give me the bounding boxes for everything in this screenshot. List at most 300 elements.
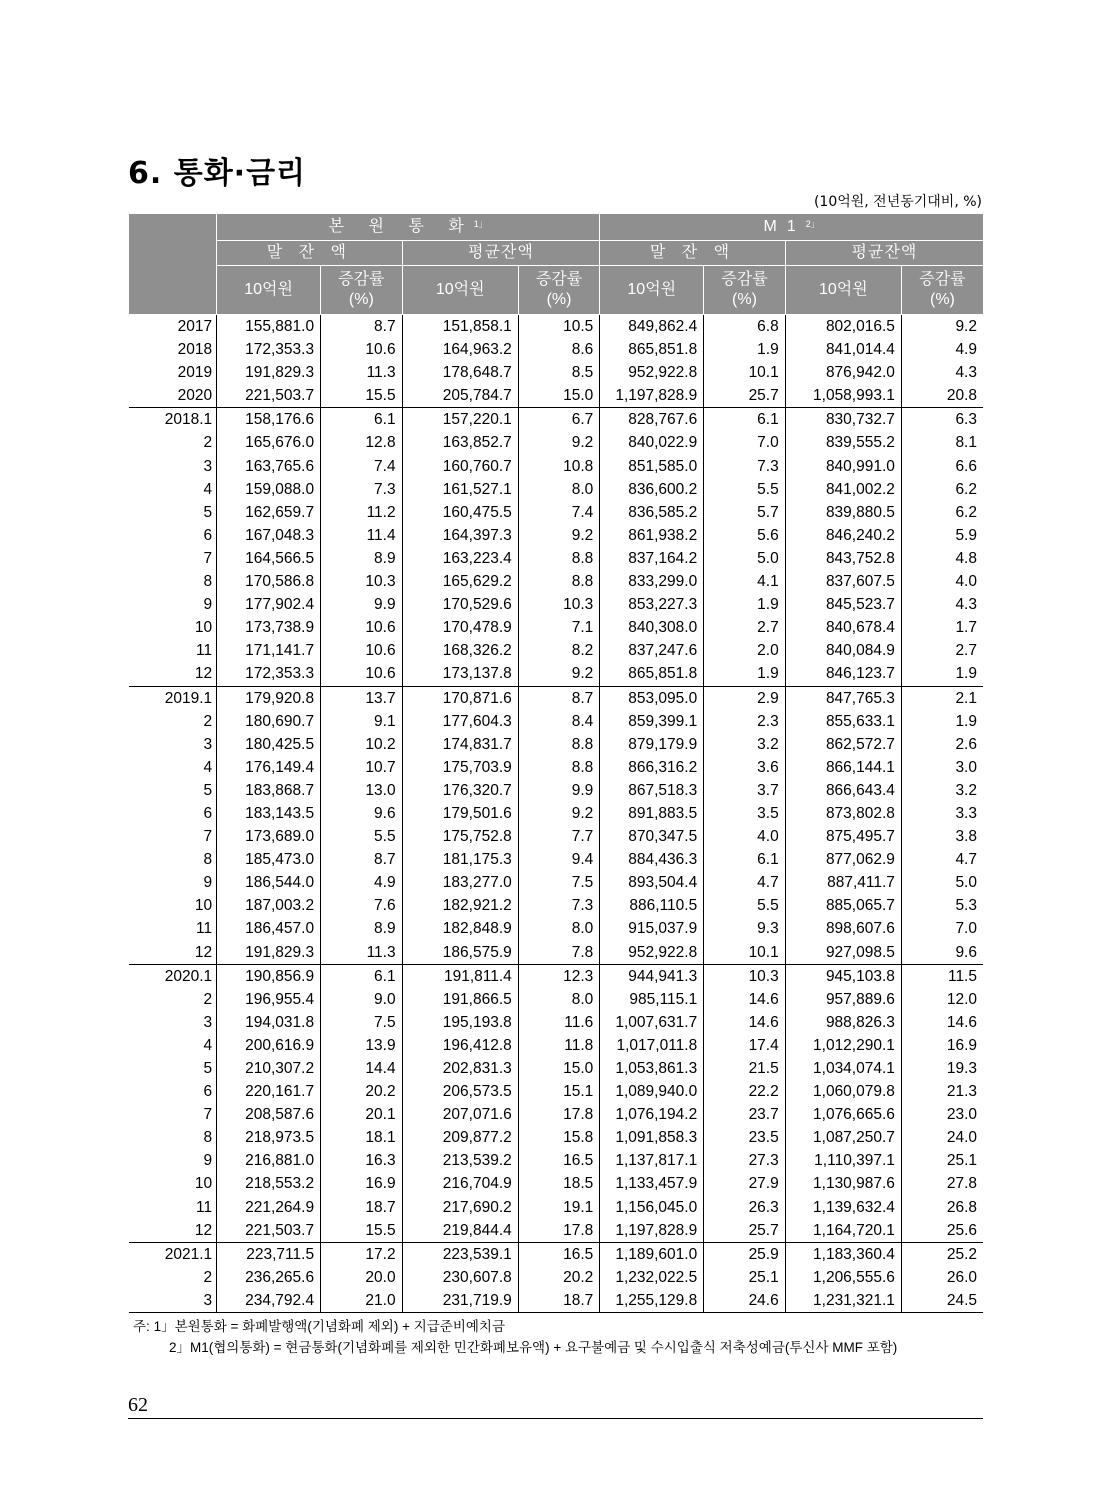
value-cell: 10.1	[704, 361, 786, 384]
value-cell: 7.0	[704, 431, 786, 454]
value-cell: 887,411.7	[785, 871, 901, 894]
value-cell: 839,880.5	[785, 501, 901, 524]
table-row	[129, 1080, 983, 1103]
value-cell: 8.7	[321, 848, 403, 871]
value-cell: 25.9	[704, 1242, 786, 1266]
value-cell: 6.6	[901, 455, 983, 478]
table-row	[129, 570, 983, 593]
value-cell: 25.1	[704, 1266, 786, 1289]
value-cell: 20.1	[321, 1103, 403, 1126]
value-cell: 9.4	[518, 848, 600, 871]
value-cell: 6.1	[321, 408, 403, 432]
table-row	[129, 1266, 983, 1289]
value-cell: 11.4	[321, 524, 403, 547]
table-row	[129, 917, 983, 940]
value-cell: 845,523.7	[785, 593, 901, 616]
period-cell: 3	[203, 457, 213, 475]
value-cell: 23.7	[704, 1103, 786, 1126]
value-cell: 172,353.3	[217, 338, 321, 361]
value-cell: 186,457.0	[217, 917, 321, 940]
value-cell: 865,851.8	[600, 338, 704, 361]
value-cell: 8.1	[901, 431, 983, 454]
value-cell: 16.9	[321, 1172, 403, 1195]
value-cell: 16.9	[901, 1034, 983, 1057]
value-cell: 11.3	[321, 361, 403, 384]
value-cell: 173,738.9	[217, 616, 321, 639]
value-cell: 27.8	[901, 1172, 983, 1195]
value-cell: 10.8	[518, 455, 600, 478]
period-cell: 3	[203, 735, 213, 753]
value-cell: 11.5	[901, 964, 983, 988]
value-cell: 10.3	[518, 593, 600, 616]
value-cell: 157,220.1	[402, 408, 518, 432]
value-cell: 988,826.3	[785, 1011, 901, 1034]
value-cell: 161,527.1	[402, 478, 518, 501]
value-cell: 3.3	[901, 802, 983, 825]
value-cell: 18.7	[518, 1289, 600, 1313]
value-cell: 840,308.0	[600, 616, 704, 639]
value-cell: 1,197,828.9	[600, 1219, 704, 1243]
table-row	[129, 501, 983, 524]
value-cell: 1,232,022.5	[600, 1266, 704, 1289]
value-cell: 4.3	[901, 361, 983, 384]
value-cell: 195,193.8	[402, 1011, 518, 1034]
value-cell: 849,862.4	[600, 315, 704, 339]
value-cell: 840,084.9	[785, 639, 901, 662]
value-cell: 10.3	[704, 964, 786, 988]
value-cell: 1,130,987.6	[785, 1172, 901, 1195]
period-cell: 2020.1	[129, 964, 217, 988]
table-body	[129, 315, 983, 1313]
value-cell: 207,071.6	[402, 1103, 518, 1126]
value-cell: 7.8	[518, 941, 600, 965]
value-cell: 8.8	[518, 547, 600, 570]
value-cell: 4.3	[901, 593, 983, 616]
value-cell: 5.7	[704, 501, 786, 524]
value-cell: 4.9	[901, 338, 983, 361]
period-cell: 5	[203, 1060, 213, 1077]
value-cell: 4.1	[704, 570, 786, 593]
table-row	[129, 408, 983, 432]
value-cell: 4.8	[901, 547, 983, 570]
period-cell: 7	[203, 1106, 213, 1124]
value-cell: 866,643.4	[785, 779, 901, 802]
value-cell: 10.6	[321, 338, 403, 361]
value-cell: 9.6	[901, 941, 983, 965]
value-cell: 4.0	[704, 825, 786, 848]
value-cell: 3.5	[704, 802, 786, 825]
value-cell: 14.4	[321, 1057, 403, 1080]
value-cell: 10.7	[321, 756, 403, 779]
value-cell: 11.2	[321, 501, 403, 524]
value-cell: 27.9	[704, 1172, 786, 1195]
table-row	[129, 871, 983, 894]
value-cell: 158,176.6	[217, 408, 321, 432]
value-cell: 1.9	[704, 338, 786, 361]
unit-note: (10억원, 전년동기대비, %)	[813, 194, 982, 210]
value-cell: 209,877.2	[402, 1126, 518, 1149]
value-cell: 1,012,290.1	[785, 1034, 901, 1057]
value-cell: 176,149.4	[217, 756, 321, 779]
value-cell: 9.9	[321, 593, 403, 616]
table-row	[129, 1103, 983, 1126]
period-cell: 2018.1	[129, 408, 217, 432]
value-cell: 26.3	[704, 1196, 786, 1219]
period-cell: 2020	[177, 387, 213, 405]
value-cell: 167,048.3	[217, 524, 321, 547]
value-cell: 8.9	[321, 917, 403, 940]
value-cell: 859,399.1	[600, 710, 704, 733]
header-rate: 증감률 (%)	[901, 266, 983, 315]
value-cell: 8.4	[518, 710, 600, 733]
value-cell: 5.0	[901, 871, 983, 894]
value-cell: 944,941.3	[600, 964, 704, 988]
value-cell: 186,575.9	[402, 941, 518, 965]
value-cell: 836,600.2	[600, 478, 704, 501]
value-cell: 18.7	[321, 1196, 403, 1219]
value-cell: 8.0	[518, 478, 600, 501]
value-cell: 18.5	[518, 1172, 600, 1195]
value-cell: 891,883.5	[600, 802, 704, 825]
value-cell: 1,076,194.2	[600, 1103, 704, 1126]
table-row	[129, 1172, 983, 1195]
table-row	[129, 988, 983, 1011]
value-cell: 1,058,993.1	[785, 384, 901, 408]
value-cell: 865,851.8	[600, 662, 704, 686]
value-cell: 5.5	[704, 478, 786, 501]
table-row	[129, 686, 983, 710]
value-cell: 867,518.3	[600, 779, 704, 802]
period-cell: 2	[203, 990, 213, 1008]
period-cell: 10	[194, 619, 213, 637]
value-cell: 172,353.3	[217, 662, 321, 686]
header-unit: 10억원	[217, 266, 321, 315]
period-cell: 3	[129, 1289, 217, 1313]
value-cell: 14.6	[704, 1011, 786, 1034]
value-cell: 168,326.2	[402, 639, 518, 662]
value-cell: 13.0	[321, 779, 403, 802]
value-cell: 853,095.0	[600, 686, 704, 710]
value-cell: 10.3	[321, 570, 403, 593]
value-cell: 223,539.1	[402, 1242, 518, 1266]
value-cell: 16.3	[321, 1149, 403, 1172]
value-cell: 173,137.8	[402, 662, 518, 686]
period-cell: 9	[203, 1152, 213, 1170]
value-cell: 155,881.0	[217, 315, 321, 339]
table-row	[129, 455, 983, 478]
period-cell: 12	[194, 943, 213, 961]
value-cell: 9.3	[704, 917, 786, 940]
value-cell: 927,098.5	[785, 941, 901, 965]
value-cell: 879,179.9	[600, 733, 704, 756]
footnote-lead: 주:	[133, 1319, 150, 1334]
value-cell: 1.9	[901, 662, 983, 686]
value-cell: 6.7	[518, 408, 600, 432]
value-cell: 20.2	[518, 1266, 600, 1289]
value-cell: 9.2	[518, 802, 600, 825]
value-cell: 191,811.4	[402, 964, 518, 988]
header-unit: 10억원	[600, 266, 704, 315]
value-cell: 23.5	[704, 1126, 786, 1149]
value-cell: 182,848.9	[402, 917, 518, 940]
period-cell: 2019.1	[129, 686, 217, 710]
value-cell: 9.2	[518, 431, 600, 454]
value-cell: 25.2	[901, 1242, 983, 1266]
value-cell: 952,922.8	[600, 361, 704, 384]
value-cell: 2.1	[901, 686, 983, 710]
value-cell: 14.6	[704, 988, 786, 1011]
period-cell: 8	[203, 1129, 213, 1147]
value-cell: 12.8	[321, 431, 403, 454]
table-row	[129, 894, 983, 917]
period-cell: 5	[203, 781, 213, 799]
value-cell: 6.8	[704, 315, 786, 339]
value-cell: 10.6	[321, 616, 403, 639]
value-cell: 3.8	[901, 825, 983, 848]
value-cell: 24.5	[901, 1289, 983, 1313]
value-cell: 15.1	[518, 1080, 600, 1103]
value-cell: 183,277.0	[402, 871, 518, 894]
table-row	[129, 338, 983, 361]
value-cell: 6.1	[704, 848, 786, 871]
value-cell: 17.2	[321, 1242, 403, 1266]
value-cell: 27.3	[704, 1149, 786, 1172]
page-number: 62	[128, 1394, 148, 1416]
value-cell: 9.6	[321, 802, 403, 825]
value-cell: 1,091,858.3	[600, 1126, 704, 1149]
value-cell: 25.7	[704, 1219, 786, 1243]
value-cell: 187,003.2	[217, 894, 321, 917]
value-cell: 6.3	[901, 408, 983, 432]
table-row	[129, 941, 983, 965]
value-cell: 218,553.2	[217, 1172, 321, 1195]
value-cell: 1,183,360.4	[785, 1242, 901, 1266]
table-row	[129, 1149, 983, 1172]
value-cell: 221,503.7	[217, 384, 321, 408]
value-cell: 843,752.8	[785, 547, 901, 570]
value-cell: 840,022.9	[600, 431, 704, 454]
header-rate: 증감률 (%)	[518, 266, 600, 315]
value-cell: 221,264.9	[217, 1196, 321, 1219]
value-cell: 1,087,250.7	[785, 1126, 901, 1149]
value-cell: 7.1	[518, 616, 600, 639]
value-cell: 183,868.7	[217, 779, 321, 802]
bottom-rule	[128, 1418, 983, 1419]
table-row	[129, 848, 983, 871]
value-cell: 7.7	[518, 825, 600, 848]
value-cell: 8.8	[518, 570, 600, 593]
period-cell: 11	[196, 642, 213, 660]
value-cell: 180,690.7	[217, 710, 321, 733]
period-cell: 2	[203, 712, 213, 730]
footnote-1	[133, 1316, 993, 1337]
value-cell: 164,566.5	[217, 547, 321, 570]
value-cell: 846,123.7	[785, 662, 901, 686]
value-cell: 26.0	[901, 1266, 983, 1289]
header-m1-end-balance: 말 잔 액	[600, 241, 785, 266]
value-cell: 20.0	[321, 1266, 403, 1289]
value-cell: 870,347.5	[600, 825, 704, 848]
value-cell: 1,189,601.0	[600, 1242, 704, 1266]
value-cell: 13.7	[321, 686, 403, 710]
value-cell: 16.5	[518, 1242, 600, 1266]
value-cell: 855,633.1	[785, 710, 901, 733]
period-cell: 5	[203, 503, 213, 521]
value-cell: 1,110,397.1	[785, 1149, 901, 1172]
value-cell: 839,555.2	[785, 431, 901, 454]
table-row	[129, 547, 983, 570]
value-cell: 5.6	[704, 524, 786, 547]
value-cell: 171,141.7	[217, 639, 321, 662]
value-cell: 170,529.6	[402, 593, 518, 616]
value-cell: 15.5	[321, 1219, 403, 1243]
value-cell: 8.5	[518, 361, 600, 384]
value-cell: 1,089,940.0	[600, 1080, 704, 1103]
value-cell: 23.0	[901, 1103, 983, 1126]
value-cell: 886,110.5	[600, 894, 704, 917]
value-cell: 9.0	[321, 988, 403, 1011]
table-row	[129, 524, 983, 547]
value-cell: 206,573.5	[402, 1080, 518, 1103]
table-row	[129, 639, 983, 662]
value-cell: 11.3	[321, 941, 403, 965]
value-cell: 5.3	[901, 894, 983, 917]
value-cell: 9.9	[518, 779, 600, 802]
period-cell: 4	[203, 480, 213, 498]
value-cell: 9.1	[321, 710, 403, 733]
value-cell: 10.6	[321, 662, 403, 686]
period-header	[129, 214, 217, 315]
table-row	[129, 779, 983, 802]
value-cell: 208,587.6	[217, 1103, 321, 1126]
value-cell: 5.9	[901, 524, 983, 547]
value-cell: 160,760.7	[402, 455, 518, 478]
value-cell: 170,871.6	[402, 686, 518, 710]
period-cell: 9	[203, 596, 213, 614]
value-cell: 8.6	[518, 338, 600, 361]
value-cell: 8.7	[321, 315, 403, 339]
value-cell: 2.0	[704, 639, 786, 662]
value-cell: 17.8	[518, 1103, 600, 1126]
value-cell: 802,016.5	[785, 315, 901, 339]
table-row	[129, 1242, 983, 1266]
period-cell: 4	[203, 758, 213, 776]
period-cell: 2021.1	[129, 1242, 217, 1266]
value-cell: 223,711.5	[217, 1242, 321, 1266]
value-cell: 3.0	[901, 756, 983, 779]
value-cell: 164,397.3	[402, 524, 518, 547]
period-cell: 4	[203, 1036, 213, 1054]
value-cell: 191,829.3	[217, 361, 321, 384]
value-cell: 7.0	[901, 917, 983, 940]
value-cell: 196,955.4	[217, 988, 321, 1011]
table-row	[129, 315, 983, 339]
period-cell: 6	[203, 1083, 213, 1101]
value-cell: 5.0	[704, 547, 786, 570]
footnote-2	[133, 1337, 993, 1358]
value-cell: 8.0	[518, 988, 600, 1011]
value-cell: 1,137,817.1	[600, 1149, 704, 1172]
value-cell: 884,436.3	[600, 848, 704, 871]
value-cell: 163,852.7	[402, 431, 518, 454]
value-cell: 15.5	[321, 384, 403, 408]
value-cell: 6.2	[901, 478, 983, 501]
value-cell: 5.5	[704, 894, 786, 917]
period-cell: 9	[203, 874, 213, 892]
header-m1-avg-balance: 평균잔액	[785, 241, 983, 266]
table-row	[129, 361, 983, 384]
value-cell: 230,607.8	[402, 1266, 518, 1289]
table-row	[129, 802, 983, 825]
value-cell: 2.7	[901, 639, 983, 662]
value-cell: 21.5	[704, 1057, 786, 1080]
value-cell: 165,676.0	[217, 431, 321, 454]
value-cell: 1,060,079.8	[785, 1080, 901, 1103]
table-row	[129, 431, 983, 454]
value-cell: 25.1	[901, 1149, 983, 1172]
period-cell: 10	[194, 897, 213, 915]
value-cell: 8.2	[518, 639, 600, 662]
value-cell: 1,034,074.1	[785, 1057, 901, 1080]
table-row	[129, 662, 983, 686]
value-cell: 8.9	[321, 547, 403, 570]
monetary-statistics-table	[129, 214, 983, 1313]
value-cell: 8.8	[518, 756, 600, 779]
value-cell: 175,752.8	[402, 825, 518, 848]
value-cell: 205,784.7	[402, 384, 518, 408]
period-cell: 2019	[177, 364, 213, 382]
value-cell: 836,585.2	[600, 501, 704, 524]
value-cell: 182,921.2	[402, 894, 518, 917]
value-cell: 876,942.0	[785, 361, 901, 384]
value-cell: 7.3	[704, 455, 786, 478]
value-cell: 216,704.9	[402, 1172, 518, 1195]
value-cell: 7.4	[321, 455, 403, 478]
value-cell: 186,544.0	[217, 871, 321, 894]
value-cell: 866,316.2	[600, 756, 704, 779]
value-cell: 985,115.1	[600, 988, 704, 1011]
value-cell: 4.0	[901, 570, 983, 593]
value-cell: 837,247.6	[600, 639, 704, 662]
value-cell: 5.5	[321, 825, 403, 848]
table-row	[129, 964, 983, 988]
footnote-1-text: 1」본원통화 = 화폐발행액(기념화폐 제외) + 지급준비예치금	[153, 1319, 505, 1334]
value-cell: 24.6	[704, 1289, 786, 1313]
footnote-2-text: 2」M1(협의통화) = 현금통화(기념화폐를 제외한 민간화폐보유액) + 요구불예금 및 수시입출식 저축성예금(투신사 MMF 포함)	[169, 1340, 898, 1355]
value-cell: 1,231,321.1	[785, 1289, 901, 1313]
value-cell: 945,103.8	[785, 964, 901, 988]
table-row	[129, 593, 983, 616]
header-monetary-base: 본 원 통 화$^{1」}$	[217, 214, 600, 241]
value-cell: 1,053,861.3	[600, 1057, 704, 1080]
value-cell: 24.0	[901, 1126, 983, 1149]
value-cell: 164,963.2	[402, 338, 518, 361]
value-cell: 1.9	[704, 593, 786, 616]
value-cell: 13.9	[321, 1034, 403, 1057]
value-cell: 236,265.6	[217, 1266, 321, 1289]
value-cell: 1,255,129.8	[600, 1289, 704, 1313]
value-cell: 181,175.3	[402, 848, 518, 871]
value-cell: 217,690.2	[402, 1196, 518, 1219]
value-cell: 4.7	[901, 848, 983, 871]
period-cell: 2018	[177, 341, 213, 359]
header-rate: 증감률 (%)	[321, 266, 403, 315]
value-cell: 7.3	[321, 478, 403, 501]
value-cell: 160,475.5	[402, 501, 518, 524]
value-cell: 10.6	[321, 639, 403, 662]
value-cell: 885,065.7	[785, 894, 901, 917]
header-m1: $M1^{2」}$	[600, 214, 983, 241]
